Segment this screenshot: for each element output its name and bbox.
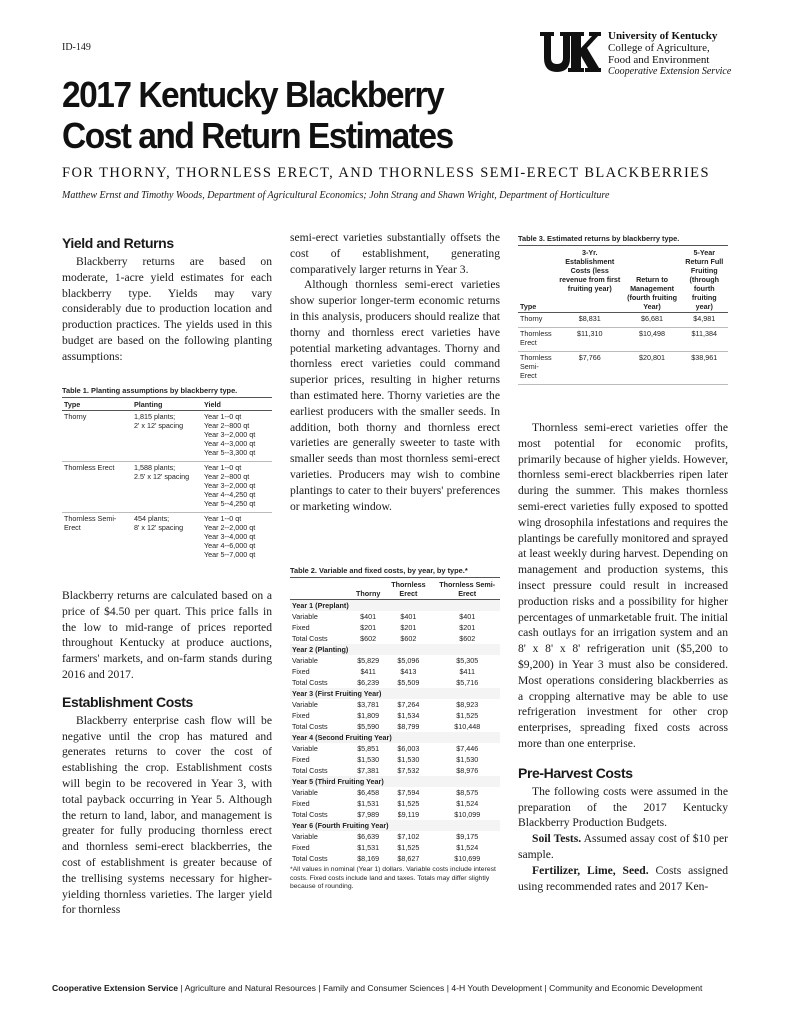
- table2-cell: $7,381: [357, 766, 380, 775]
- table2-row-label: Fixed: [292, 799, 310, 808]
- table2-row-label: Variable: [292, 832, 318, 841]
- table2-row-label: Variable: [292, 656, 318, 665]
- table2-section-row: [290, 732, 500, 743]
- paragraph-varieties: Although thornless semi-erect varieties show superior longer-term economic returns in this analysis, producers should realize that thorny and thornless erect varieties have potential marketing advantages. Thorny and thornless erect varieties could command superior prices, resulting in higher returns than estimated here. Thorny varieties are the earliest producers with the smaller seeds. In addition, both thorny and thornless erect varieties are generally sweeter to taste with smaller seeds than most thornless semi-erect varieties. Producers may wish to combine plantings to cater to their buyers' preferences or marketing window.: [290, 278, 500, 513]
- paragraph-establishment: Blackberry enterprise cash flow will be negative until the crop has matured and generates returns to cover the cost of establishing the crop. Establishment costs will begin to be recovered in Year 3, with total payback occurring in Year 5. Although the return to land, labor, and management is greater for fully producing thornless erect and thornless semi-erect blackberries, the cost of establishment is greater because of the trellising systems necessary for higher-yielding thornless varieties. The larger yield for thornless: [62, 713, 272, 917]
- table2-section-title: Year 6 (Fourth Fruiting Year): [290, 820, 500, 831]
- table2-cell: $602: [459, 634, 476, 643]
- table2-section-title: Year 1 (Preplant): [290, 600, 500, 612]
- table2-cell: $6,458: [357, 788, 380, 797]
- table-estimated-returns: [518, 234, 728, 385]
- fertilizer-text: Costs assigned using recommended rates and 2017 Ken-: [518, 863, 728, 893]
- title-line-1: 2017 Kentucky Blackberry: [62, 74, 444, 115]
- table1-yields: Year 1--0 qt Year 2--2,000 qt Year 3--4,000 qt Year 4--6,000 qt Year 5--7,000 qt: [204, 514, 256, 559]
- table2-cell: $8,169: [357, 854, 380, 863]
- paragraph-fertilizer: [518, 863, 728, 895]
- table-row: [290, 633, 500, 644]
- table-row: [290, 666, 500, 677]
- table2-cell: $8,976: [456, 766, 479, 775]
- table3-cell: $20,801: [624, 352, 681, 385]
- table1-header: Yield: [202, 399, 272, 411]
- table-row: [290, 622, 500, 633]
- table-row: [290, 842, 500, 853]
- page-subtitle: FOR THORNY, THORNLESS ERECT, AND THORNLESS SEMI-ERECT BLACKBERRIES: [62, 165, 710, 181]
- table2-cell: $5,305: [456, 656, 479, 665]
- table2-cell: $5,509: [397, 678, 420, 687]
- table-row: [518, 313, 728, 328]
- column-1-top: [62, 228, 272, 365]
- table-row: [62, 462, 272, 513]
- table-row: [62, 411, 272, 462]
- institution-block: [608, 30, 731, 78]
- paragraph-thornless-semi-erect: Thornless semi-erect varieties offer the most potential for economic profits, primarily because of higher yields. However, thornless semi-erect blackberries ripen later during the summer. This makes thornless semi-erect varieties fully exposed to spotted wing drosophila infestations and requires the plantings be carefully monitored and sprayed at least weekly during harvest. Depending on management and production systems, this insect pressure could result in increased production risks and a possibility for higher percentages of unmarketable fruit. The initial cash outlays for an irrigation system and an 8' x 8' x 8' refrigeration unit ($5,200 to $9,200) in Year 3 must also be considered. Most operations considering blackberries as a cropping alternative may be able to use refrigeration investment for other crop enterprises, spreading fixed costs across more than one enterprise.: [518, 421, 728, 750]
- paragraph-pre-harvest: The following costs were assumed in the preparation of the 2017 Kentucky Blackberry Production Budgets.: [518, 784, 728, 830]
- table2-cell: $7,446: [456, 744, 479, 753]
- table2-cell: $3,781: [357, 700, 380, 709]
- table2-cell: $602: [360, 634, 377, 643]
- college-line-2: Food and Environment: [608, 54, 710, 66]
- uk-logo: [538, 30, 602, 76]
- table1-header: Type: [62, 399, 132, 411]
- table2-cell: $1,531: [357, 843, 380, 852]
- table1-type: Thornless Semi-Erect: [64, 514, 117, 532]
- table-row: [290, 787, 500, 798]
- table2-cell: $201: [400, 623, 417, 632]
- table1-planting: 1,815 plants; 2' x 12' spacing: [132, 411, 202, 462]
- paragraph-soil-tests: [518, 831, 728, 863]
- table-row: [290, 809, 500, 820]
- heading-yield-returns: Yield and Returns: [62, 235, 174, 251]
- table2-cell: $401: [400, 612, 417, 621]
- page-title: [62, 74, 499, 156]
- table-planting-assumptions: [62, 386, 272, 560]
- table-row: [290, 831, 500, 842]
- table-row: [290, 754, 500, 765]
- table2-row-label: Total Costs: [292, 810, 328, 819]
- table2-cell: $1,534: [397, 711, 420, 720]
- table2-cell: $7,102: [397, 832, 420, 841]
- table3-cell: $38,961: [681, 352, 728, 385]
- table2-cell: $10,448: [454, 722, 481, 731]
- table2-row-label: Total Costs: [292, 634, 328, 643]
- table2-cell: $1,530: [357, 755, 380, 764]
- table2-cell: $8,627: [397, 854, 420, 863]
- table2-row-label: Fixed: [292, 843, 310, 852]
- table-row: [290, 710, 500, 721]
- table2-cell: $6,239: [357, 678, 380, 687]
- table2-header: Thornless Erect: [382, 579, 434, 600]
- table3-header: Type: [518, 247, 556, 313]
- table3-cell: $4,981: [681, 313, 728, 328]
- college-line-1: College of Agriculture,: [608, 42, 710, 54]
- table-row: [290, 798, 500, 809]
- table2-cell: $5,716: [456, 678, 479, 687]
- table2-row-label: Variable: [292, 788, 318, 797]
- table-row: [290, 853, 500, 864]
- table2-row-label: Variable: [292, 612, 318, 621]
- table2-row-label: Fixed: [292, 711, 310, 720]
- table2-row-label: Fixed: [292, 755, 310, 764]
- footer-programs: | Agriculture and Natural Resources | Family and Consumer Sciences | 4-H Youth Development | Community and Economic Development: [178, 983, 703, 993]
- table2-section-title: Year 4 (Second Fruiting Year): [290, 732, 500, 743]
- fertilizer-label: Fertilizer, Lime, Seed.: [532, 863, 649, 877]
- table1-header: Planting: [132, 399, 202, 411]
- table2-cell: $401: [360, 612, 377, 621]
- table-row: [290, 765, 500, 776]
- table3-cell: $11,310: [556, 328, 624, 352]
- table-row: [290, 655, 500, 666]
- heading-pre-harvest-costs: Pre-Harvest Costs: [518, 764, 633, 781]
- table2-cell: $5,851: [357, 744, 380, 753]
- table2-section-title: Year 5 (Third Fruiting Year): [290, 776, 500, 787]
- page-footer: [52, 983, 742, 993]
- university-name: University of Kentucky: [608, 30, 718, 42]
- table2-header: [290, 579, 354, 600]
- table1-caption: Table 1. Planting assumptions by blackberry type.: [62, 386, 272, 398]
- paragraph-yield: Blackberry returns are based on moderate, 1-acre yield estimates for each blackberry type. Yields may vary considerably due to production location and production practices. The yields used in this budget are based on the following planting assumptions:: [62, 255, 272, 363]
- table2-row-label: Total Costs: [292, 854, 328, 863]
- table3-cell: $10,498: [624, 328, 681, 352]
- table2-section-title: Year 2 (Planting): [290, 644, 500, 655]
- table2-cell: $1,524: [456, 843, 479, 852]
- paragraph-price: Blackberry returns are calculated based on a price of $4.50 per quart. This price falls in the low to mid-range of prices reported throughout Kentucky at produce auctions, farmers' markets, and on-farm stands during 2016 and 2017.: [62, 589, 272, 681]
- table2-row-label: Fixed: [292, 667, 310, 676]
- table2-cell: $5,829: [357, 656, 380, 665]
- table2-cell: $411: [360, 667, 376, 676]
- table-row: [62, 513, 272, 561]
- table2-cell: $6,003: [397, 744, 420, 753]
- table3-row-label: Thorny: [518, 313, 556, 328]
- table2-cell: $201: [360, 623, 377, 632]
- table-variable-fixed-costs: [290, 566, 500, 892]
- table2-cell: $401: [459, 612, 476, 621]
- table2-row-label: Total Costs: [292, 678, 328, 687]
- table3-row-label: Thornless Erect: [518, 328, 556, 352]
- table2-cell: $201: [459, 623, 476, 632]
- table3-header: Return to Management (fourth fruiting Year): [624, 247, 681, 313]
- table2-cell: $8,923: [456, 700, 479, 709]
- table2-cell: $602: [400, 634, 417, 643]
- table2-cell: $9,175: [456, 832, 479, 841]
- soil-tests-label: Soil Tests.: [532, 832, 582, 846]
- table3-header: 3-Yr. Establishment Costs (less revenue from first fruiting year): [556, 247, 624, 313]
- table3-cell: $7,766: [556, 352, 624, 385]
- table1-yields: Year 1--0 qt Year 2--800 qt Year 3--2,000 qt Year 4--3,000 qt Year 5--3,300 qt: [202, 411, 272, 462]
- column-1-bottom: [62, 588, 272, 918]
- table2-cell: $1,530: [397, 755, 420, 764]
- table2-note: *All values in nominal (Year 1) dollars. Variable costs include interest costs. Fixed costs include land and taxes. Totals may differ slightly because of rounding.: [290, 866, 496, 890]
- table2-cell: $1,809: [357, 711, 380, 720]
- table3-row-label: Thornless Semi-Erect: [518, 352, 556, 385]
- table2-cell: $413: [400, 667, 417, 676]
- table2-cell: $1,525: [456, 711, 479, 720]
- title-line-2: Cost and Return Estimates: [62, 115, 453, 156]
- table2-cell: $9,119: [397, 810, 420, 819]
- table2-row-label: Total Costs: [292, 722, 328, 731]
- extension-service: Cooperative Extension Service: [608, 66, 732, 77]
- table-row: [290, 743, 500, 754]
- table2-cell: $10,099: [454, 810, 481, 819]
- column-2-top: [290, 230, 500, 514]
- table1-type: Thorny: [62, 411, 132, 462]
- table3-cell: $11,384: [681, 328, 728, 352]
- table3-cell: $8,831: [556, 313, 624, 328]
- table1-yields: Year 1--0 qt Year 2--800 qt Year 3--2,000 qt Year 4--4,250 qt Year 5--4,250 qt: [202, 462, 272, 513]
- table2-cell: $411: [459, 667, 475, 676]
- table2-section-row: [290, 688, 500, 699]
- table2-cell: $8,575: [456, 788, 479, 797]
- authors-line: Matthew Ernst and Timothy Woods, Department of Agricultural Economics; John Strang and Shawn Wright, Department of Horticulture: [62, 190, 610, 201]
- table2-cell: $7,989: [357, 810, 380, 819]
- table3-caption: Table 3. Estimated returns by blackberry type.: [518, 234, 728, 246]
- table-row: [290, 677, 500, 688]
- table-row: [290, 721, 500, 732]
- table2-caption: Table 2. Variable and fixed costs, by year, by type.*: [290, 566, 500, 578]
- table2-cell: $1,530: [456, 755, 479, 764]
- table2-cell: $1,524: [456, 799, 479, 808]
- table2-cell: $1,525: [397, 843, 420, 852]
- table2-cell: $5,096: [397, 656, 420, 665]
- table-row: [290, 699, 500, 710]
- table2-section-row: [290, 644, 500, 655]
- table2-cell: $10,699: [454, 854, 481, 863]
- table1-planting: 454 plants; 8' x 12' spacing: [134, 514, 184, 532]
- soil-tests-text: Assumed assay cost of $10 per sample.: [518, 832, 728, 861]
- table3-header: 5-Year Return Full Fruiting (through fourth fruiting year): [681, 247, 728, 313]
- table-row: [518, 328, 728, 352]
- table2-section-row: [290, 776, 500, 787]
- table2-cell: $6,639: [357, 832, 380, 841]
- footer-service: Cooperative Extension Service: [52, 983, 179, 993]
- table2-section-row: [290, 600, 500, 612]
- heading-establishment-costs: Establishment Costs: [62, 693, 193, 710]
- table2-row-label: Total Costs: [292, 766, 328, 775]
- table2-cell: $1,525: [397, 799, 420, 808]
- table2-section-row: [290, 820, 500, 831]
- table3-cell: $6,681: [624, 313, 681, 328]
- table1-type: Thornless Erect: [62, 462, 132, 513]
- table2-cell: $5,590: [357, 722, 380, 731]
- table2-cell: $8,799: [397, 722, 420, 731]
- table2-cell: $7,264: [397, 700, 420, 709]
- table2-row-label: Fixed: [292, 623, 310, 632]
- column-3: [518, 420, 728, 894]
- table-row: [518, 352, 728, 385]
- table2-cell: $7,594: [397, 788, 420, 797]
- table2-header: Thornless Semi-Erect: [434, 579, 500, 600]
- table2-row-label: Variable: [292, 744, 318, 753]
- table2-cell: $1,531: [357, 799, 380, 808]
- table1-planting: 1,588 plants; 2.5' x 12' spacing: [132, 462, 202, 513]
- table2-cell: $7,532: [397, 766, 420, 775]
- table2-row-label: Variable: [292, 700, 318, 709]
- table-row: [290, 611, 500, 622]
- table2-header: Thorny: [354, 579, 382, 600]
- document-id: ID-149: [62, 42, 91, 53]
- paragraph-semi-erect: semi-erect varieties substantially offsets the cost of establishment, generating comparatively larger returns in Year 3.: [290, 231, 500, 276]
- table2-section-title: Year 3 (First Fruiting Year): [290, 688, 500, 699]
